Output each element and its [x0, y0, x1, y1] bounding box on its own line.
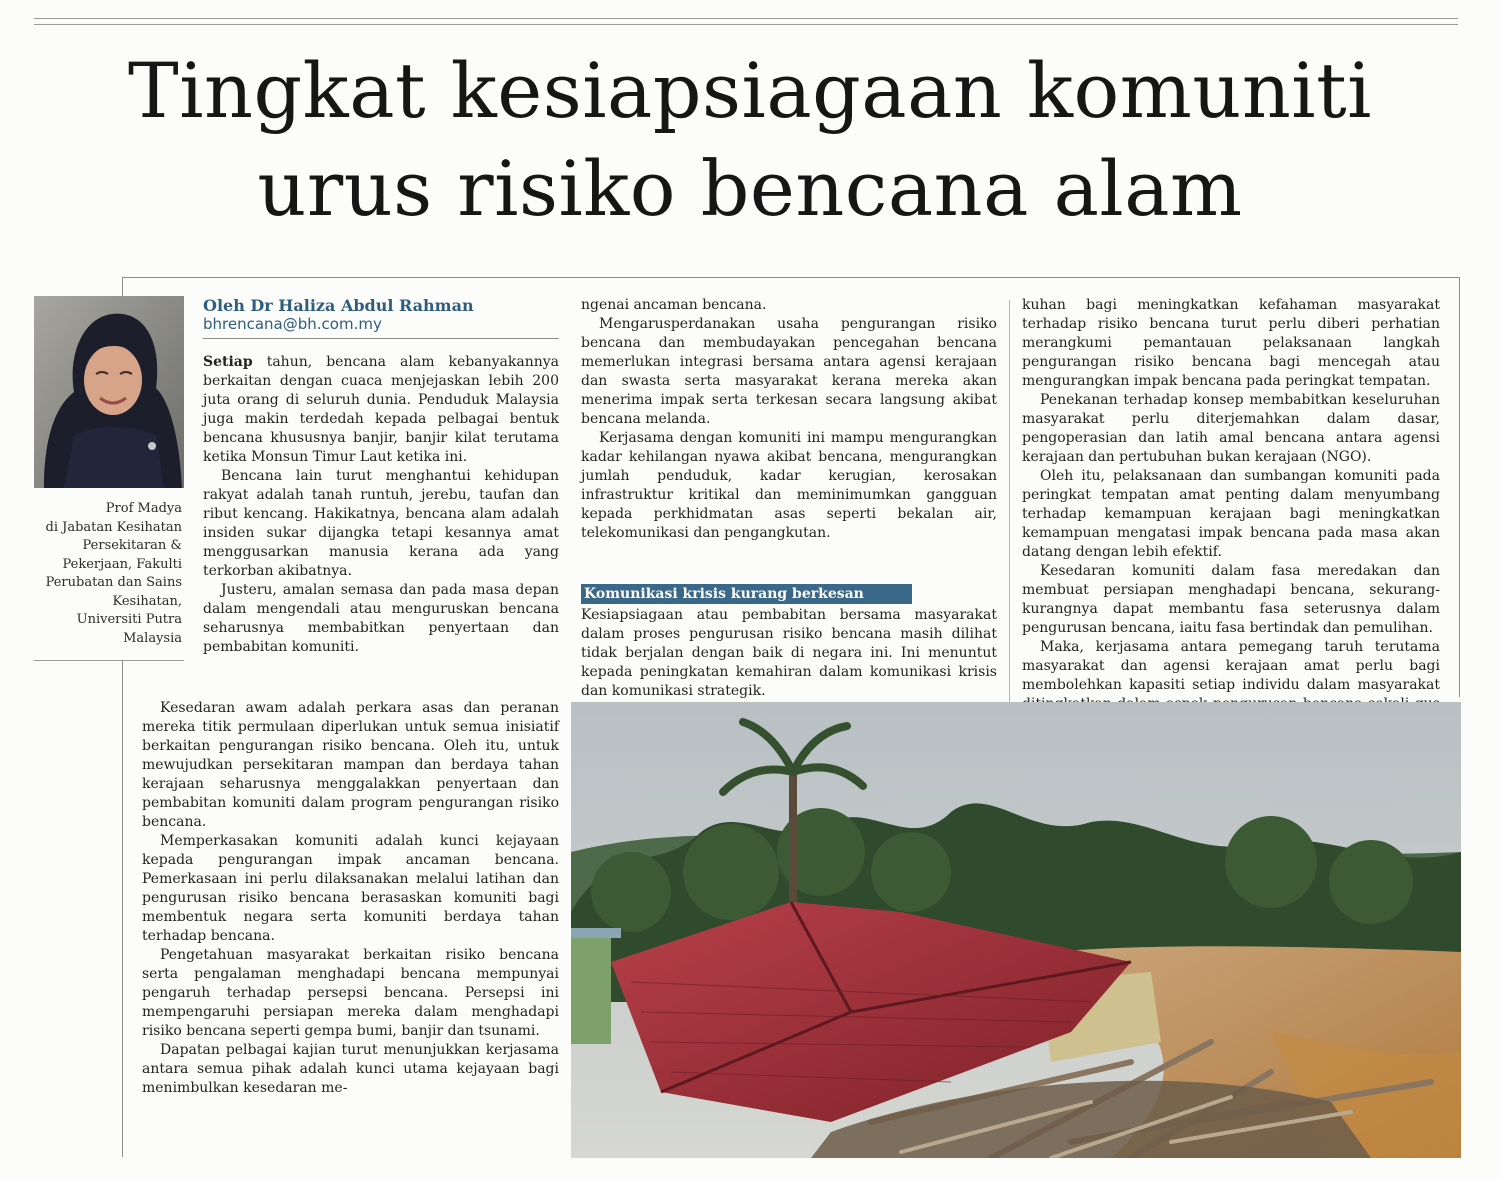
- paragraph: Dapatan pelbagai kajian turut menunjukkan kerjasama antara semua pihak adalah kunci utama kejayaan bagi menimbulkan kesedaran me-: [142, 1042, 559, 1096]
- byline-email[interactable]: bhrencana@bh.com.my: [203, 315, 382, 333]
- flood-photo: [571, 702, 1461, 1158]
- lead-word: Setiap: [203, 354, 253, 370]
- column-1-lower: [142, 699, 559, 1098]
- masthead-rule: [34, 18, 1458, 25]
- paragraph: kuhan bagi meningkatkan kefahaman masyarakat terhadap risiko bencana turut perlu diberi perhatian merangkumi pemantauan pelaksanaan langkah pengurangan risiko bencana bagi mencegah atau mengurangkan impak bencana pada peringkat tempatan.: [1022, 297, 1440, 389]
- paragraph: Kesedaran awam adalah perkara asas dan peranan mereka titik permulaan diperlukan untuk semua inisiatif berkaitan pengurangan risiko bencana. Oleh itu, untuk mewujudkan persekitaran mampan dan berdaya tahan kerajaan seharusnya menggalakkan penyertaan dan pembabitan komuniti dalam program pengurangan risiko bencana.: [142, 700, 559, 830]
- author-photo: [34, 296, 184, 488]
- headline: [0, 42, 1500, 238]
- author-box: [34, 296, 184, 661]
- paragraph: Mengarusperdanakan usaha pengurangan risiko bencana dan membudayakan pencegahan bencana memerlukan integrasi bersama antara agensi kerajaan dan swasta serta masyarakat kerana mereka akan menerima impak serta terkesan secara langsung akibat bencana melanda.: [581, 316, 997, 427]
- paragraph: Memperkasakan komuniti adalah kunci kejayaan kepada pengurangan impak ancaman bencana. Pemerkasaan ini perlu dilaksanakan melalui latihan dan pengurusan risiko bencana berasaskan komuniti bagi membentuk negara serta komuniti berdaya tahan terhadap bencana.: [142, 833, 559, 944]
- paragraph: Oleh itu, pelaksanaan dan sumbangan komuniti pada peringkat tempatan amat penting dalam menyumbang terhadap kemampuan kerajaan bagi meningkatkan kemampuan mengatasi impak bencana pada masa akan datang dengan lebih efektif.: [1022, 468, 1440, 560]
- byline-author: Oleh Dr Haliza Abdul Rahman: [203, 296, 474, 315]
- subheading: Komunikasi krisis kurang berkesan: [581, 584, 912, 604]
- paragraph: Penekanan terhadap konsep membabitkan keseluruhan masyarakat perlu diterjemahkan dalam dasar, pengoperasian dan latih amal bencana antara agensi kerajaan dan pertubuhan bukan kerajaan (NGO).: [1022, 392, 1440, 465]
- author-role: Prof Madya di Jabatan Kesihatan Persekitaran & Pekerjaan, Fakulti Perubatan dan Sains Kesihatan, Universiti Putra Malaysia: [45, 501, 182, 646]
- paragraph: Kerjasama dengan komuniti ini mampu mengurangkan kadar kehilangan nyawa akibat bencana, mengurangkan jumlah penduduk, kadar kerugian, kerosakan infrastruktur kritikal dan meminimumkan gangguan kepada perkhidmatan asas seperti bekalan air, telekomunikasi dan pengangkutan.: [581, 430, 997, 541]
- paragraph: Setiap tahun, bencana alam kebanyakannya berkaitan dengan cuaca menjejaskan lebih 200 juta orang di seluruh dunia. Penduduk Malaysia juga makin terdedah kepada pelbagai bentuk bencana khususnya banjir, banjir kilat terutama ketika Monsun Timur Laut ketika ini.: [203, 354, 559, 465]
- paragraph: Maka, kerjasama antara pemegang taruh terutama masyarakat dan agensi kerajaan amat perlu bagi membolehkan kapasiti setiap individu dalam masyarakat: [1022, 639, 1440, 693]
- column-3: [1022, 296, 1440, 752]
- article-frame-top: [122, 277, 1460, 278]
- paragraph: Bencana lain turut menghantui kehidupan rakyat adalah tanah runtuh, jerebu, taufan dan ribut kencang. Hakikatnya, bencana alam adalah insiden sukar dijangka tetapi kesannya amat menggusarkan manusia kerana ada yang terkorban akibatnya.: [203, 468, 559, 579]
- paragraph: Kesiapsiagaan atau pembabitan bersama masyarakat dalam proses pengurusan risiko bencana masih dilihat tidak berjalan dengan baik di negara ini. Ini menuntut kepada peningkatan kemahiran dalam komunikasi krisis dan komunikasi strategik.: [581, 607, 997, 699]
- article-frame-right: [1459, 277, 1460, 697]
- paragraph: ngenai ancaman bencana.: [581, 297, 767, 313]
- headline-line-1: Tingkat kesiapsiagaan komuniti: [128, 46, 1372, 135]
- headline-line-2: urus risiko bencana alam: [257, 144, 1243, 233]
- column-1-upper: [203, 353, 559, 657]
- paragraph: Justeru, amalan semasa dan pada masa depan dalam mengendali atau menguruskan bencana seharusnya membabitkan penyertaan dan pembabitan komuniti.: [203, 582, 559, 655]
- byline: [203, 296, 559, 339]
- paragraph: Pengetahuan masyarakat berkaitan risiko bencana serta pengalaman menghadapi bencana mempunyai pengaruh terhadap persepsi bencana. Persepsi ini mempengaruhi persiapan mereka dalam menghadapi risiko bencana seperti gempa bumi, banjir dan tsunami.: [142, 947, 559, 1039]
- column-2-upper: [581, 296, 997, 543]
- paragraph: Kesedaran komuniti dalam fasa meredakan dan membuat persiapan menghadapi bencana, sekurang-kurangnya dapat membantu fasa seterusnya dalam pengurusan bencana, iaitu fasa bertindak dan pemulihan.: [1022, 563, 1440, 636]
